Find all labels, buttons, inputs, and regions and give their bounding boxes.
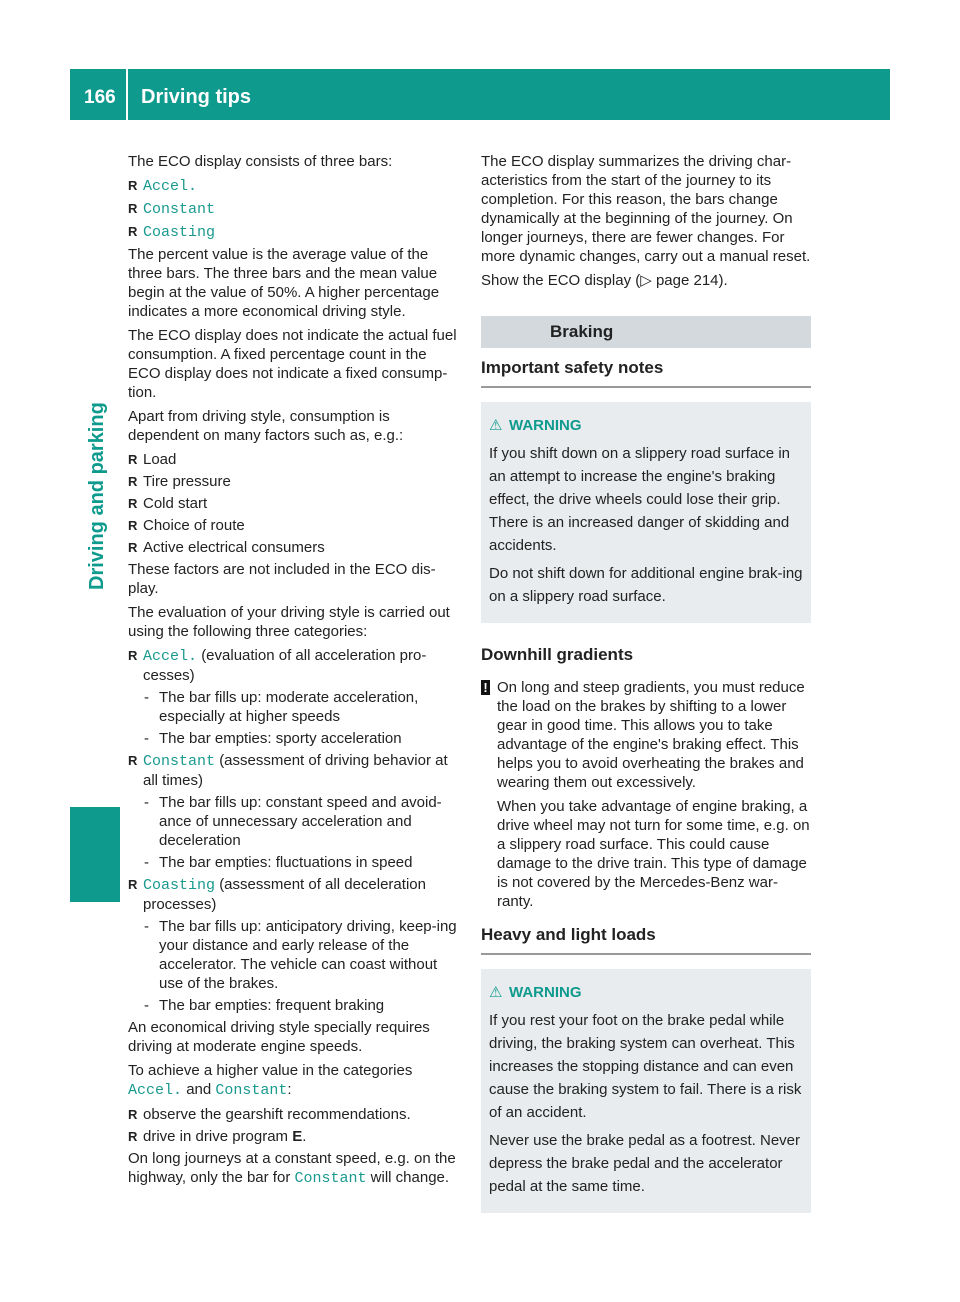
note-box [481, 678, 811, 911]
chapter-title: Driving tips [141, 86, 252, 108]
subheading-downhill: Downhill gradients [481, 645, 634, 664]
warning-text: If you rest your foot on the brake pedal while driving, the braking system can overheat. This increases the stopping distance and can even cause the braking system to fail. There is a risk of an accident. [489, 1012, 802, 1121]
list-item: R observe the gearshift recommendations. [128, 1105, 460, 1124]
paragraph: These factors are not included in the ECO dis-play. [128, 561, 436, 597]
paragraph: The ECO display summarizes the driving char-acteristics from the start of the journey to its completion. For this reason, the bars change dynamically at the beginning of the journey. On longer journeys, there are fewer changes. For more dynamic changes, carry out a manual reset. [481, 153, 811, 265]
list-item [128, 176, 460, 196]
page-reference-link[interactable]: page 214). [651, 272, 728, 289]
code-term: Coasting [143, 224, 216, 241]
text-run: Show the ECO display ( [481, 272, 641, 289]
tips-list [128, 1105, 460, 1146]
paragraph [128, 1061, 460, 1100]
paragraph [128, 1149, 460, 1188]
paragraph: An economical driving style specially requires driving at moderate engine speeds. [128, 1019, 430, 1055]
warning-text: If you shift down on a slippery road surface in an attempt to increase the engine's braking effect, the drive wheels could lose their grip. There is an increased danger of skidding and accidents. [489, 445, 790, 554]
list-item: R Active electrical consumers [128, 538, 460, 557]
side-tab [70, 120, 120, 1300]
code-term: Constant [215, 1082, 288, 1099]
paragraph: Apart from driving style, consumption is dependent on many factors such as, e.g.: [128, 408, 404, 444]
section-heading-braking: Braking [481, 316, 811, 348]
factor-list [128, 450, 460, 557]
list-item [128, 751, 460, 790]
sub-item: - The bar empties: frequent braking [128, 996, 460, 1015]
list-item [128, 875, 460, 914]
sub-item: - The bar empties: sporty acceleration [128, 729, 460, 748]
drive-program-letter: E [292, 1128, 303, 1145]
code-term: Accel. [128, 1082, 183, 1099]
right-column [481, 152, 811, 1213]
item-text: (assessment of all deceleration processes) [143, 876, 426, 913]
section-tab-label: Driving and parking [86, 402, 108, 590]
text-run: drive in drive program [143, 1128, 289, 1145]
code-term: Accel. [143, 178, 198, 195]
paragraph [481, 271, 811, 290]
subheading-loads: Heavy and light loads [481, 925, 811, 955]
warning-box [481, 969, 811, 1213]
list-item: R Tire pressure [128, 472, 460, 491]
list-item [128, 1127, 460, 1146]
sub-item: - The bar empties: fluctuations in speed [128, 853, 460, 872]
text-run: will change. [370, 1169, 450, 1186]
list-item: R Choice of route [128, 516, 460, 535]
page-ref-arrow-icon: ▷ [640, 272, 652, 289]
code-term: Coasting [143, 877, 216, 894]
warning-text: Do not shift down for additional engine brak-ing on a slippery road surface. [489, 565, 803, 605]
subheading-safety-notes: Important safety notes [481, 358, 811, 388]
page-number: 166 [84, 87, 116, 108]
text-run: : [287, 1081, 292, 1098]
warning-heading: ⚠ WARNING [489, 414, 803, 437]
sub-item: - The bar fills up: constant speed and avoid-ance of unnecessary acceleration and deceleration [128, 793, 460, 850]
list-item [128, 199, 460, 219]
bar-list [128, 176, 460, 242]
note-text: When you take advantage of engine braking, a drive wheel may not turn for some time, e.g. on a slippery road surface. This could cause damage to the drive train. This type of damage is not covered by the Mercedes-Benz war-ranty. [497, 798, 810, 910]
header-divider [126, 69, 128, 120]
item-text: (evaluation of all acceleration pro-cesses) [143, 647, 427, 684]
code-term: Constant [143, 753, 216, 770]
text-run: On long journeys at a constant speed, e.g. on the highway, only the bar for [128, 1150, 456, 1186]
warning-box [481, 402, 811, 623]
page-header [70, 69, 890, 120]
paragraph: The percent value is the average value of the three bars. The three bars and the mean value begin at the value of 50%. A higher percentage indicates a more economical driving style. [128, 246, 440, 320]
list-item [128, 646, 460, 685]
list-item [128, 222, 460, 242]
paragraph: The ECO display does not indicate the actual fuel consumption. A fixed percentage count in the ECO display does not indicate a fixed consump-tion. [128, 327, 457, 401]
text-run: . [302, 1128, 307, 1145]
sub-item: - The bar fills up: moderate acceleration, especially at higher speeds [128, 688, 460, 726]
text-run: and [186, 1081, 212, 1098]
paragraph: The evaluation of your driving style is carried out using the following three categories: [128, 604, 450, 640]
warning-text: Never use the brake pedal as a footrest. Never depress the brake pedal and the accelerator pedal at the same time. [489, 1132, 801, 1195]
list-item: R Cold start [128, 494, 460, 513]
category-list [128, 646, 460, 1015]
code-term: Constant [294, 1170, 367, 1187]
side-tab-marker [70, 807, 120, 902]
sub-item: - The bar fills up: anticipatory driving, keep-ing your distance and early release of the accelerator. The vehicle can coast without use of the brakes. [128, 917, 460, 993]
warning-heading: ⚠ WARNING [489, 981, 803, 1004]
list-item: R Load [128, 450, 460, 469]
text-run: To achieve a higher value in the categories [128, 1062, 413, 1079]
note-text: On long and steep gradients, you must reduce the load on the brakes by shifting to a lower gear in good time. This allows you to take advantage of the engine's braking effect. This helps you to avoid overheating the brakes and wearing them out excessively. [497, 679, 805, 791]
code-term: Constant [143, 201, 216, 218]
item-text: (assessment of driving behavior at all times) [143, 752, 448, 789]
paragraph: The ECO display consists of three bars: [128, 153, 393, 170]
left-column [128, 152, 460, 1193]
code-term: Accel. [143, 648, 198, 665]
exclamation-icon: ! [481, 680, 490, 695]
